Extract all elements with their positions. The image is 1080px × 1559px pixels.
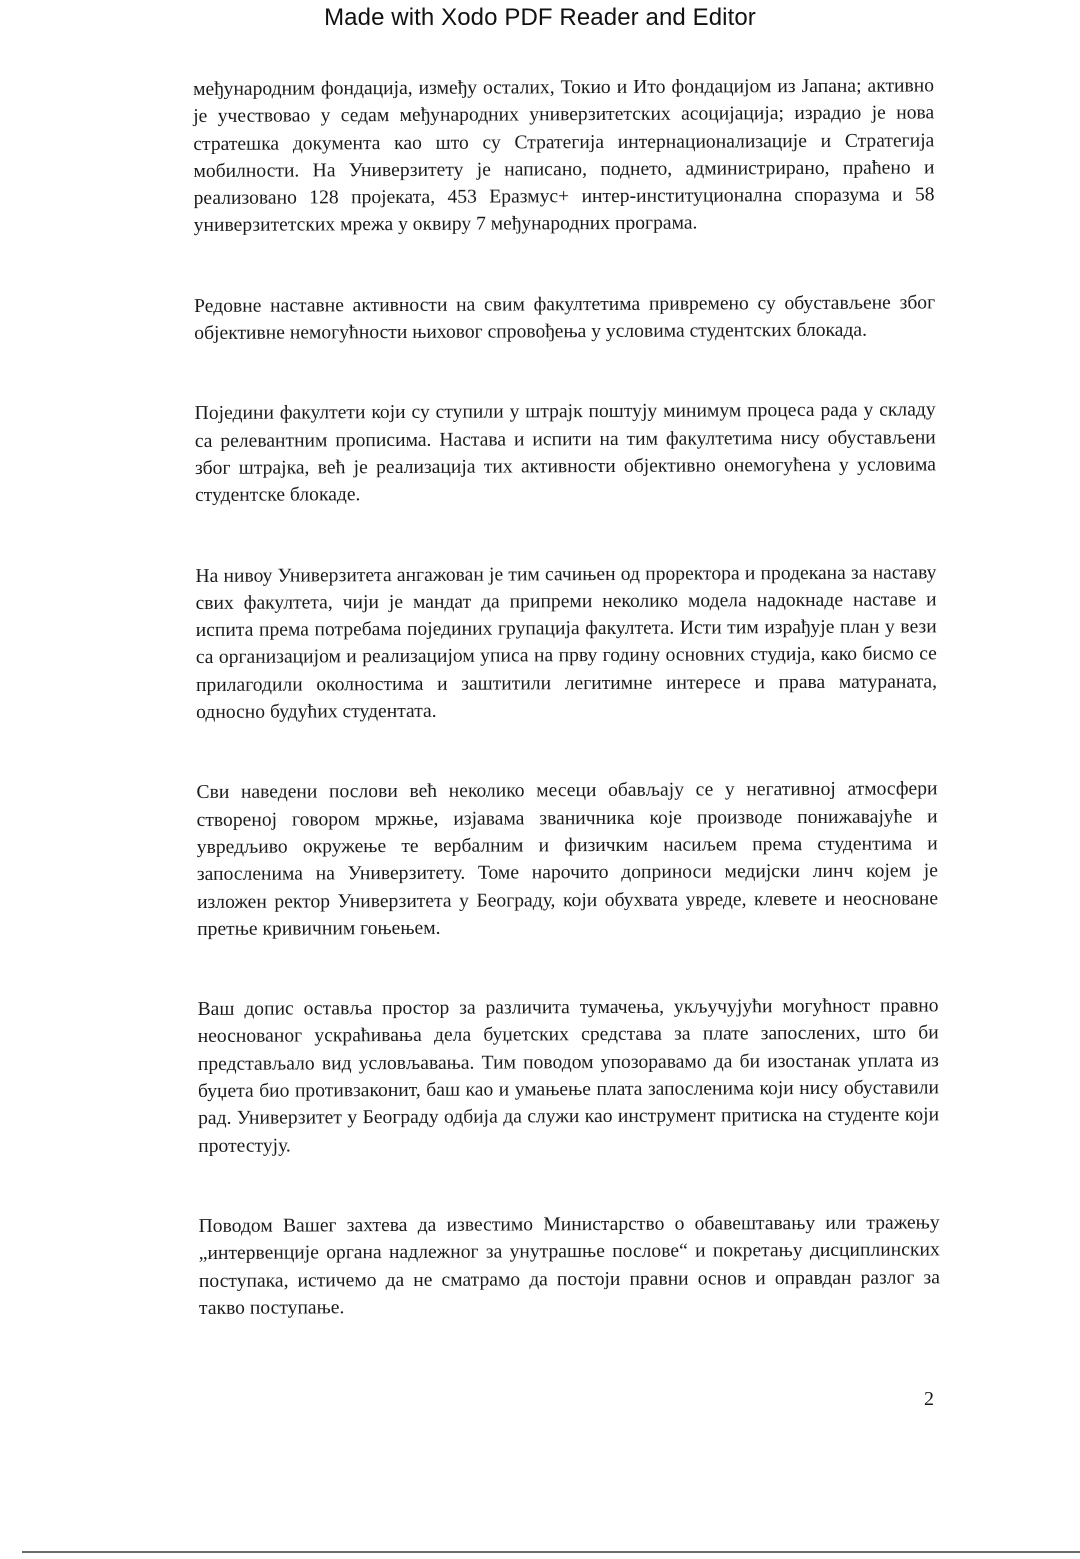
xodo-watermark: Made with Xodo PDF Reader and Editor: [324, 4, 756, 31]
paragraph-gap: [198, 1156, 939, 1213]
paragraph-gap: [196, 723, 937, 780]
scan-bottom-edge: [22, 1551, 1080, 1553]
paragraph-international-cooperation: међународним фондација, између осталих, Токио и Ито фондацијом из Јапана; активно је учествовао у седам међународних универзитетских асоцијација; израдио је нова стратешка документа као што су Стратегија интернационализације и Стратегија мобилности. На Универзитету је написано, поднето, администрирано, праћено и реализовано 128 пројеката, 453 Еразмус+ интер-институционална споразума и 58 универзитетских мрежа у оквиру 7 међународних програма.: [193, 75, 935, 237]
paragraph-budget-interpretation: Ваш допис оставља простор за различита тумачења, укључујући могућност правно неоснованог ускраћивања дела буџетских средстава за плате запослених, што би представљало вид условљавања. Тим поводом упозоравамо да би изостанак уплата из буџета био противзаконит, баш као и умањење плата запосленима који нису обуставили рад. Универзитет у Београду одбија да служи као инструмент притиска на студенте који протестују.: [197, 995, 940, 1157]
paragraph-faculties-strike: Поједини факултети који су ступили у штрајк поштују минимум процеса рада у складу са релевантним прописима. Настава и испити на тим факултетима нису обустављени због штрајка, већ је реализација тих активности објективно онемогућена у условима студентске блокаде.: [194, 399, 936, 507]
page-number: 2: [924, 1388, 934, 1410]
paragraph-ministry-request: Поводом Вашег захтева да известимо Министарство о обавештавању или тражењу „интервенције органа надлежног за унутрашње послове“ и покретању дисциплинских поступака, истичемо да не сматрамо да постоји правни основ и оправдан разлог за такво поступање.: [198, 1212, 940, 1319]
paragraph-teaching-suspended: Редовне наставне активности на свим факултетима привремено су обустављене због објективне немогућности њиховог спровођења у условима студентских блокада.: [194, 292, 936, 345]
paragraph-gap: [194, 236, 935, 293]
paragraph-gap: [194, 344, 935, 401]
paragraph-negative-atmosphere: Сви наведени послови већ неколико месеци обављају се у негативној атмосфери створеној говором мржње, изјавама званичника које производе понижавајуће и увредљиво окружење те вербалним и физичким насиљем према студентима и запосленима на Универзитету. Томе нарочито доприноси медијски линч којем је изложен ректор Универзитета у Београду, који обухвата увреде, клевете и неосноване претње кривичним гоњењем.: [196, 778, 939, 940]
document-body: [193, 72, 940, 1322]
paragraph-gap: [195, 506, 936, 563]
paragraph-gap: [197, 939, 938, 996]
paragraph-university-team: На нивоу Универзитета ангажован је тим сачињен од проректора и продекана за наставу свих факултета, чији је мандат да припреми неколико модела надокнаде наставе и испита према потребама појединих групација факултета. Исти тим израђује план у вези са организацијом и реализацијом уписа на прву годину основних студија, како бисмо се прилагодили околностима и заштитили легитимне интересе и права матураната, односно будућих студентата.: [195, 561, 938, 724]
